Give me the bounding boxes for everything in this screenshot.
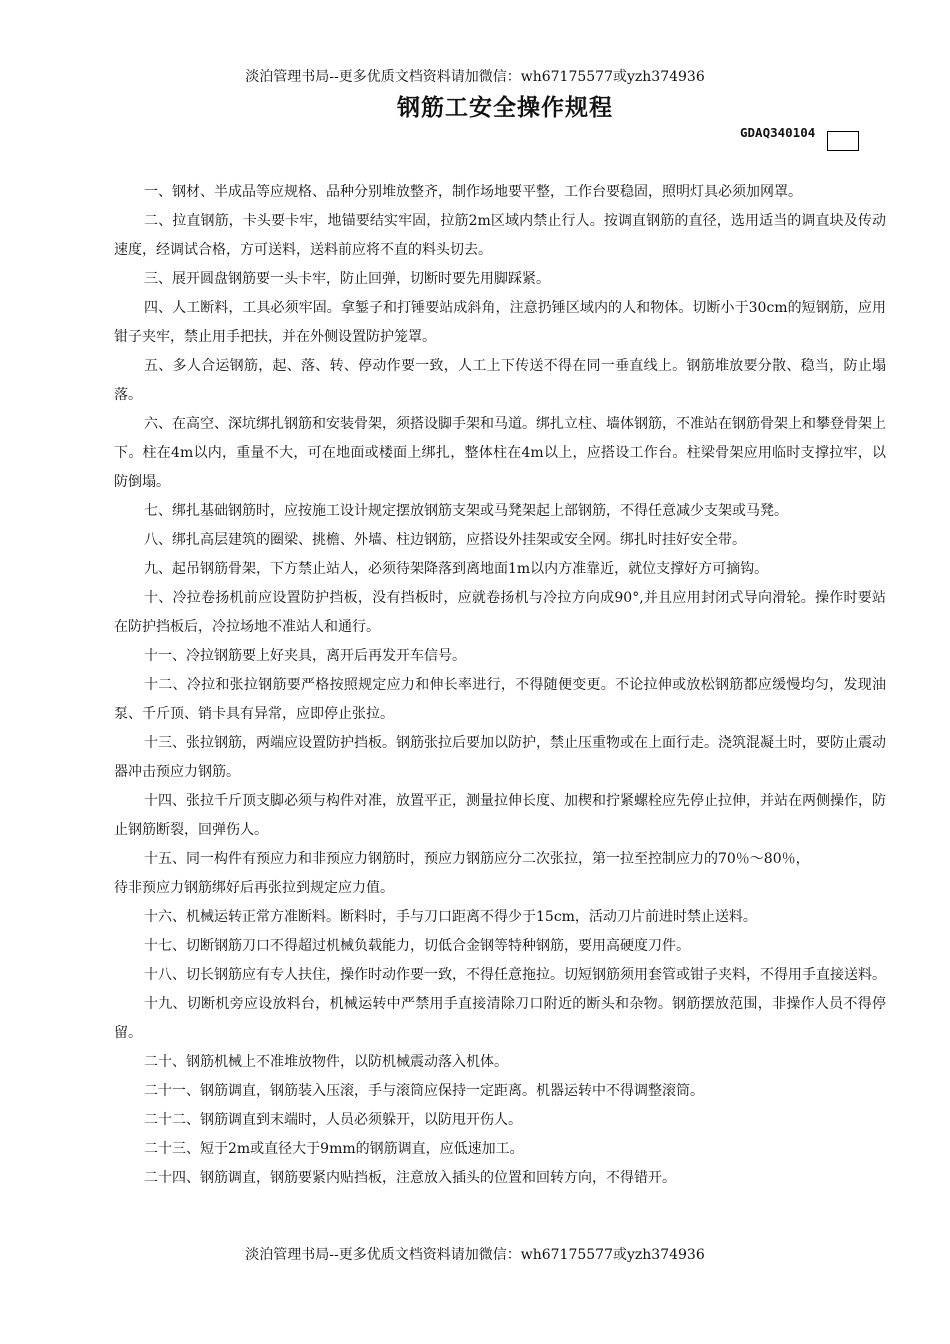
paragraph-11: 十一、冷拉钢筋要上好夹具，离开后再发开车信号。 — [144, 648, 466, 664]
code-box — [827, 131, 859, 151]
paragraph-1: 一、钢材、半成品等应规格、品种分别堆放整齐，制作场地要平整，工作台要稳固，照明灯具必须加网罩。 — [144, 184, 802, 200]
paragraph-13: 十三、张拉钢筋，两端应设置防护挡板。钢筋张拉后要加以防护，禁止压重物或在上面行走。浇筑混凝土时，要防止震动器冲击预应力钢筋。 — [114, 735, 886, 780]
paragraph-8: 八、绑扎高层建筑的圈梁、挑檐、外墙、柱边钢筋，应搭设外挂架或安全网。绑扎时挂好安全带。 — [144, 532, 746, 548]
paragraph-16: 十六、机械运转正常方准断料。断料时，手与刀口距离不得少于15cm，活动刀片前进时禁止送料。 — [144, 909, 757, 925]
footer-note: 淡泊管理书局--更多优质文档资料请加微信：wh67175577或yzh374936 — [245, 1247, 705, 1263]
paragraph-2: 二、拉直钢筋，卡头要卡牢，地锚要结实牢固，拉筋2m区域内禁止行人。按调直钢筋的直径，选用适当的调直块及传动速度，经调试合格，方可送料，送料前应将不直的料头切去。 — [114, 213, 886, 258]
paragraph-5: 五、多人合运钢筋，起、落、转、停动作要一致，人工上下传送不得在同一垂直线上。钢筋堆放要分散、稳当，防止塌落。 — [114, 358, 886, 403]
paragraph-12: 十二、冷拉和张拉钢筋要严格按照规定应力和伸长率进行，不得随便变更。不论拉伸或放松钢筋都应缓慢均匀，发现油泵、千斤顶、销卡具有异常，应即停止张拉。 — [114, 677, 886, 722]
paragraph-18: 十八、切长钢筋应有专人扶住，操作时动作要一致，不得任意拖拉。切短钢筋须用套管或钳子夹料，不得用手直接送料。 — [144, 967, 886, 983]
paragraph-22: 二十二、钢筋调直到末端时，人员必须躲开，以防甩开伤人。 — [144, 1112, 522, 1128]
paragraph-3: 三、展开圆盘钢筋要一头卡牢，防止回弹，切断时要先用脚踩紧。 — [144, 271, 550, 287]
paragraph-21: 二十一、钢筋调直，钢筋装入压滚，手与滚筒应保持一定距离。机器运转中不得调整滚筒。 — [144, 1083, 704, 1099]
paragraph-4: 四、人工断料，工具必须牢固。拿錾子和打锤要站成斜角，注意扔锤区域内的人和物体。切断小于30cm的短钢筋，应用钳子夹牢，禁止用手把扶，并在外侧设置防护笼罩。 — [114, 300, 886, 345]
paragraph-9: 九、起吊钢筋骨架，下方禁止站人，必须待架降落到离地面1m以内方准靠近，就位支撑好方可摘钩。 — [144, 561, 769, 577]
document-body — [114, 178, 886, 1193]
paragraph-10: 十、冷拉卷扬机前应设置防护挡板，没有挡板时，应就卷扬机与冷拉方向成90°,并且应用封闭式导向滑轮。操作时要站在防护挡板后，冷拉场地不准站人和通行。 — [114, 590, 886, 635]
document-code: GDAQ340104 — [740, 125, 816, 140]
paragraph-6: 六、在高空、深坑绑扎钢筋和安装骨架，须搭设脚手架和马道。绑扎立柱、墙体钢筋，不准站在钢筋骨架上和攀登骨架上下。柱在4m以内，重量不大，可在地面或楼面上绑扎，整体柱在4m以上，应搭设工作台。柱梁骨架应用临时支撑拉牢，以防倒塌。 — [114, 416, 886, 490]
paragraph-15: 十五、同一构件有预应力和非预应力钢筋时，预应力钢筋应分二次张拉，第一拉至控制应力的70％～80％， — [144, 851, 810, 867]
paragraph-20: 二十、钢筋机械上不准堆放物件，以防机械震动落入机体。 — [144, 1054, 508, 1070]
paragraph-15-continued: 待非预应力钢筋绑好后再张拉到规定应力值。 — [114, 880, 394, 896]
paragraph-7: 七、绑扎基础钢筋时，应按施工设计规定摆放钢筋支架或马凳架起上部钢筋，不得任意减少支架或马凳。 — [144, 503, 788, 519]
header-note: 淡泊管理书局--更多优质文档资料请加微信：wh67175577或yzh374936 — [245, 69, 705, 85]
paragraph-19: 十九、切断机旁应设放料台，机械运转中严禁用手直接清除刀口附近的断头和杂物。钢筋摆放范围，非操作人员不得停留。 — [114, 996, 886, 1041]
paragraph-24: 二十四、钢筋调直，钢筋要紧内贴挡板，注意放入插头的位置和回转方向，不得错开。 — [144, 1170, 676, 1186]
paragraph-14: 十四、张拉千斤顶支脚必须与构件对准，放置平正，测量拉伸长度、加楔和拧紧螺栓应先停止拉伸，并站在两侧操作，防止钢筋断裂，回弹伤人。 — [114, 793, 886, 838]
page-title: 钢筋工安全操作规程 — [397, 95, 613, 121]
paragraph-17: 十七、切断钢筋刀口不得超过机械负载能力，切低合金钢等特种钢筋，要用高硬度刀件。 — [144, 938, 690, 954]
paragraph-23: 二十三、短于2m或直径大于9mm的钢筋调直，应低速加工。 — [144, 1141, 524, 1157]
